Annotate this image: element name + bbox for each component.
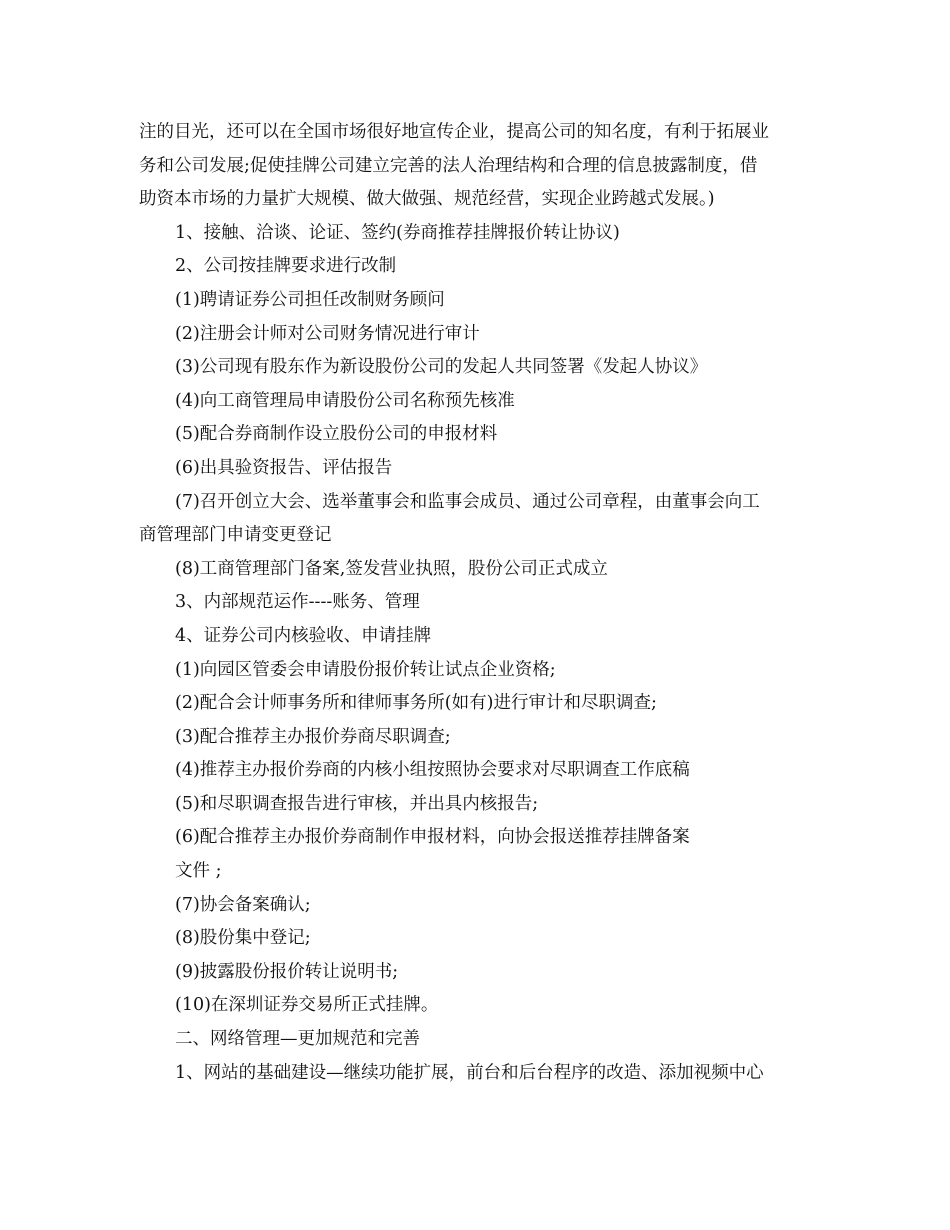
text-line: 2、公司按挂牌要求进行改制 — [175, 256, 397, 277]
text-line: 务和公司发展;促使挂牌公司建立完善的法人治理结构和合理的信息披露制度，借 — [139, 155, 758, 176]
text-line: (3)公司现有股东作为新设股份公司的发起人共同签署《发起人协议》 — [175, 357, 708, 378]
text-line: (1)向园区管委会申请股份报价转让试点企业资格; — [175, 659, 556, 680]
text-line: (7)召开创立大会、选举董事会和监事会成员、通过公司章程，由董事会向工 — [175, 491, 760, 512]
text-line: (5)和尽职调查报告进行审核，并出具内核报告; — [175, 793, 539, 814]
text-line: (2)注册会计师对公司财务情况进行审计 — [175, 323, 480, 344]
text-line: 文件 ; — [175, 861, 222, 882]
text-line: (8)股份集中登记; — [175, 928, 311, 949]
text-line: (4)向工商管理局申请股份公司名称预先核准 — [175, 390, 515, 411]
document-body — [139, 116, 815, 1090]
text-line: 商管理部门申请变更登记 — [139, 525, 332, 546]
text-line: (6)出具验资报告、评估报告 — [175, 457, 393, 478]
text-line: 4、证券公司内核验收、申请挂牌 — [175, 625, 432, 646]
text-line: (5)配合券商制作设立股份公司的申报材料 — [175, 424, 498, 445]
text-line: (7)协会备案确认; — [175, 894, 311, 915]
text-line: (6)配合推荐主办报价券商制作申报材料，向协会报送推荐挂牌备案 — [175, 827, 690, 848]
text-line: 1、接触、洽谈、论证、签约(券商推荐挂牌报价转让协议) — [175, 222, 620, 243]
text-line: 助资本市场的力量扩大规模、做大做强、规范经营，实现企业跨越式发展。) — [139, 189, 715, 210]
text-line: (1)聘请证券公司担任改制财务顾问 — [175, 289, 445, 310]
text-line: (2)配合会计师事务所和律师事务所(如有)进行审计和尽职调查; — [175, 693, 657, 714]
text-line: 二、网络管理—更加规范和完善 — [175, 1029, 420, 1050]
text-line: 1、网站的基础建设—继续功能扩展，前台和后台程序的改造、添加视频中心 — [175, 1062, 764, 1083]
text-line: (10)在深圳证券交易所正式挂牌。 — [175, 995, 439, 1016]
text-line: (4)推荐主办报价券商的内核小组按照协会要求对尽职调查工作底稿 — [175, 760, 690, 781]
text-line: (3)配合推荐主办报价券商尽职调查; — [175, 726, 451, 747]
text-line: (9)披露股份报价转让说明书; — [175, 961, 399, 982]
text-line: 注的目光，还可以在全国市场很好地宣传企业，提高公司的知名度，有利于拓展业 — [139, 122, 769, 142]
text-line: 3、内部规范运作----账务、管理 — [175, 592, 420, 613]
text-line: (8)工商管理部门备案,签发营业执照，股份公司正式成立 — [175, 558, 608, 579]
